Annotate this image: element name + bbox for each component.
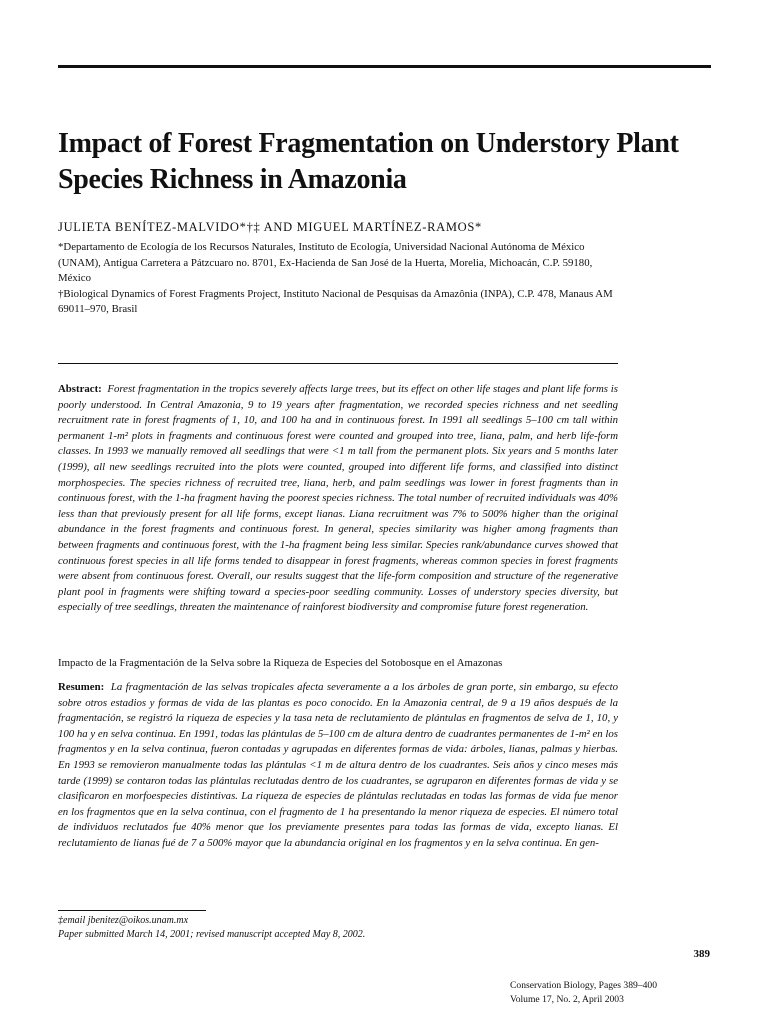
authors: JULIETA BENÍTEZ-MALVIDO*†‡ AND MIGUEL MARTÍNEZ-RAMOS* — [58, 220, 482, 234]
abstract-text: Forest fragmentation in the tropics severely affects large trees, but its effect on other life stages and plant life forms is poorly understood. In Central Amazonia, 9 to 19 years after fragmentation, we recorded species richness and net seedling recruitment rate in forest fragments of 1, 10, and 100 ha and in continuous forest. In 1991 all seedlings 5–100 cm tall within permanent 1-m² plots in fragments and continuous forest were counted and grouped into tree, liana, palm, and herb life-form classes. In 1993 we manually removed all seedlings that were <1 m tall from the permanent plots. Six years and 5 months later (1999), all new seedlings recruited into the plots were counted, grouped into different life forms, and classified into distinct morphospecies. The species richness of recruited tree, liana, herb, and palm seedlings was lower in forest fragments than in continuous forest, with the 1-ha fragment having the poorest species richness. The total number of recruited individuals was 40% less than that previously present for all life forms, except lianas. Liana recruitment was 7% to 500% higher than the original abundance in the forest fragments and continuous forest. In general, species similarity was higher among fragments than between fragments and continuous forest, with the 1-ha fragment being less similar. Species rank/abundance curves showed that continuous forest species in all life forms tended to disappear in forest fragments, whereas common species in forest fragments were absent from continuous forest. Overall, our results suggest that the life-form composition and structure of the regenerative plant pool in fragments were shifting toward a species-poor seedling community. Losses of understory species diversity, but especially of tree seedlings, threaten the maintenance of rainforest biodiversity and compromise future forest regeneration. — [58, 383, 618, 614]
abstract — [58, 382, 618, 616]
resumen-text: La fragmentación de las selvas tropicales afecta severamente a a los árboles de gran porte, sin embargo, su efecto sobre otros estadios y formas de vida de las plantas es poco conocido. En la Amazonia central, de 9 a 19 años después de la fragmentación, se registró la riqueza de especies y la tasa neta de reclutamiento de plántulas en fragmentos de selva de 1, 10, y 100 ha y en selva continua. En 1991, todas las plántulas de 5–100 cm de altura dentro de cuadrantes permanentes de 1-m² en los fragmentos y en la selva continua, fueron contadas y agrupadas en diferentes formas de vida: árboles, lianas, palmas y hierbas. En 1993 se removieron manualmente todas las plántulas <1 m de altura dentro de los cuadrantes. Seis años y cinco meses más tarde (1999) se contaron todas las plántulas reclutadas dentro de los cuadrantes, se agruparon en diferentes formas de vida y se clasificaron en morfoespecies distintivas. La riqueza de especies de plántulas reclutadas en todas las formas de vida fue menor en los fragmentos que en la selva continua, con el fragmento de 1 ha presentando la menor riqueza de especies. El número total de individuos reclutados fue 40% menor que los previamente presentes para todas las formas de vida, excepto lianas. El reclutamiento de lianas fué de 7 a 500% mayor que la abundancia original en los fragmentos y en la selva continua. En gen- — [58, 681, 618, 849]
spanish-title: Impacto de la Fragmentación de la Selva sobre la Riqueza de Especies del Sotobosque en el Amazonas — [58, 657, 503, 669]
journal-info — [510, 979, 710, 1007]
footnote-email: ‡email jbenitez@oikos.unam.mx — [58, 915, 189, 926]
journal-volume: Volume 17, No. 2, April 2003 — [510, 994, 624, 1005]
abstract-label: Abstract: — [58, 383, 102, 395]
affiliation-2: †Biological Dynamics of Forest Fragments Project, Instituto Nacional de Pesquisas da Amazônia (INPA), C.P. 478, Manaus AM 69011–970, Brasil — [58, 287, 613, 315]
top-rule — [58, 65, 711, 68]
resumen — [58, 680, 618, 852]
footnotes — [58, 914, 618, 942]
affiliations — [58, 240, 618, 318]
footnote-submission: Paper submitted March 14, 2001; revised manuscript accepted May 8, 2002. — [58, 929, 366, 940]
resumen-label: Resumen: — [58, 681, 105, 693]
page-number: 389 — [693, 948, 710, 960]
affiliation-1: *Departamento de Ecología de los Recursos Naturales, Instituto de Ecología, Universidad Nacional Autónoma de México (UNAM), Antigua Carretera a Pátzcuaro no. 8701, Ex-Hacienda de San José de la Huerta, Morelia, Michoacán, C.P. 59180, México — [58, 241, 593, 284]
journal-pages: Conservation Biology, Pages 389–400 — [510, 980, 658, 991]
section-rule — [58, 363, 618, 364]
footnote-rule — [58, 910, 206, 911]
paper-title: Impact of Forest Fragmentation on Understory Plant Species Richness in Amazonia — [58, 128, 679, 195]
